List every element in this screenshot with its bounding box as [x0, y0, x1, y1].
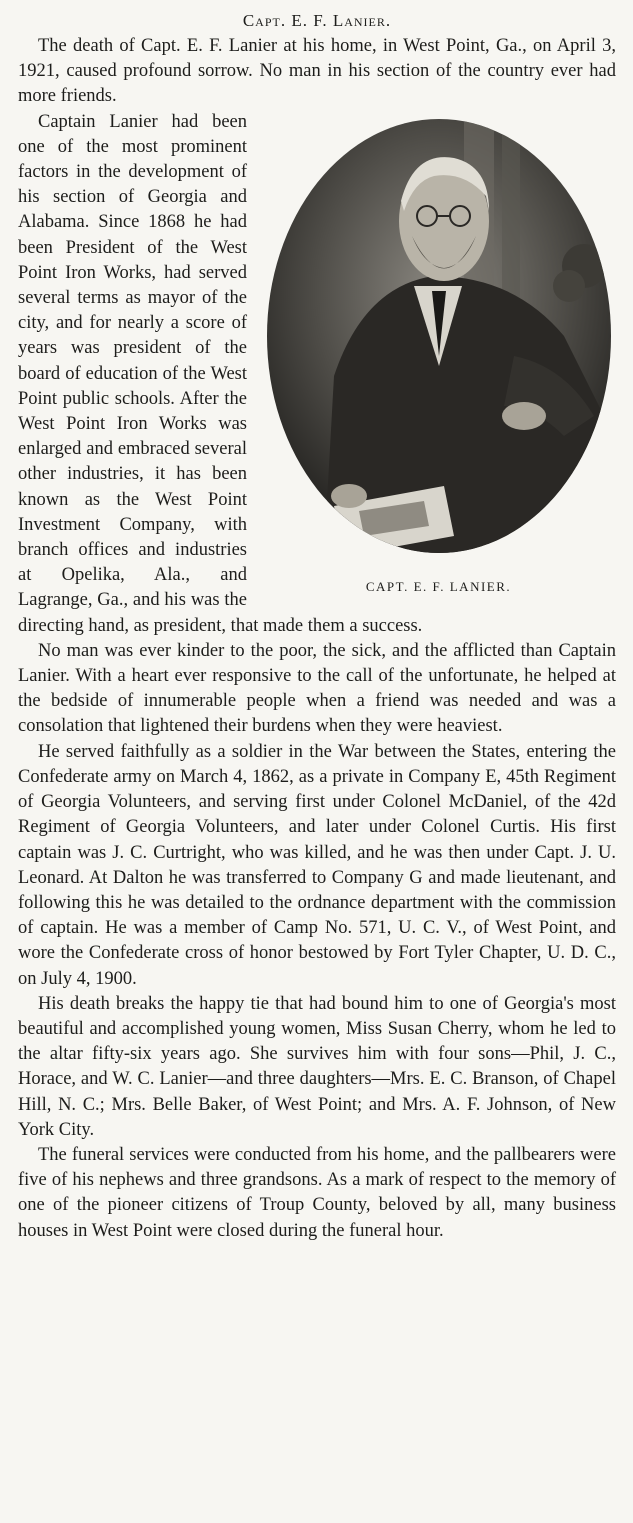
article-page [18, 0, 616, 1244]
paragraph-2: Captain Lanier had been one of the most prominent factors in the development of his section of Georgia and Alabama. Since 1868 he had been President of the West Point Iron Works, had served several terms as mayor of the city, and for nearly a score of years was president of the board of education of the West Point public schools. After the West Point Iron Works was enlarged and embraced several other industries, it has been known as the West Point Investment Company, with branch offices and industries at Opelika, Ala., and Lagrange, Ga., and his was the directing hand, as president, that made them a success. [18, 111, 423, 636]
portrait-caption: CAPT. E. F. LANIER. [365, 578, 512, 594]
article-body [18, 34, 616, 1244]
paragraph-1: The death of Capt. E. F. Lanier at his home, in West Point, Ga., on April 3, 1921, caused profound sorrow. No man in his section of the country ever had more friends. [18, 36, 616, 107]
paragraph-5: His death breaks the happy tie that had bound him to one of Georgia's most beautiful and accomplished young women, Miss Susan Cherry, whom he led to the altar fifty-six years ago. She survives him with four sons—Phil, J. C., Horace, and W. C. Lanier—and three daughters—Mrs. E. C. Branson, of Chapel Hill, N. C.; Mrs. Belle Baker, of West Point; and Mrs. A. F. Johnson, of New York City. [18, 993, 616, 1140]
portrait-photo [264, 116, 614, 556]
portrait-figure [261, 116, 616, 599]
paragraph-3: No man was ever kinder to the poor, the sick, and the afflicted than Captain Lanier. With a heart ever responsive to the call of the unfortunate, he helped at the bedside of innumerable people when a friend was needed and was a consolation that lightened their burdens when they were heaviest. [18, 640, 616, 737]
paragraph-6: The funeral services were conducted from his home, and the pallbearers were five of his nephews and three grandsons. As a mark of respect to the memory of one of the pioneer citizens of Troup County, beloved by all, many business houses in West Point were closed during the funeral hour. [18, 1144, 616, 1241]
paragraph-4: He served faithfully as a soldier in the War between the States, entering the Confederate army on March 4, 1862, as a private in Company E, 45th Regiment of Georgia Volunteers, and serving first under Colonel McDaniel, of the 42d Regiment of Georgia Volunteers, and later under Colonel Curtis. His first captain was J. C. Curtright, who was killed, and he was then under Capt. J. U. Leonard. At Dalton he was transferred to Company G and made lieutenant, and following this he was detailed to the ordnance department with the commission of captain. He was a member of Camp No. 571, U. C. V., of West Point, and wore the Confederate cross of honor bestowed by Fort Tyler Chapter, U. D. C., on July 4, 1900. [18, 741, 616, 989]
article-title: Capt. E. F. Lanier. [242, 11, 392, 30]
